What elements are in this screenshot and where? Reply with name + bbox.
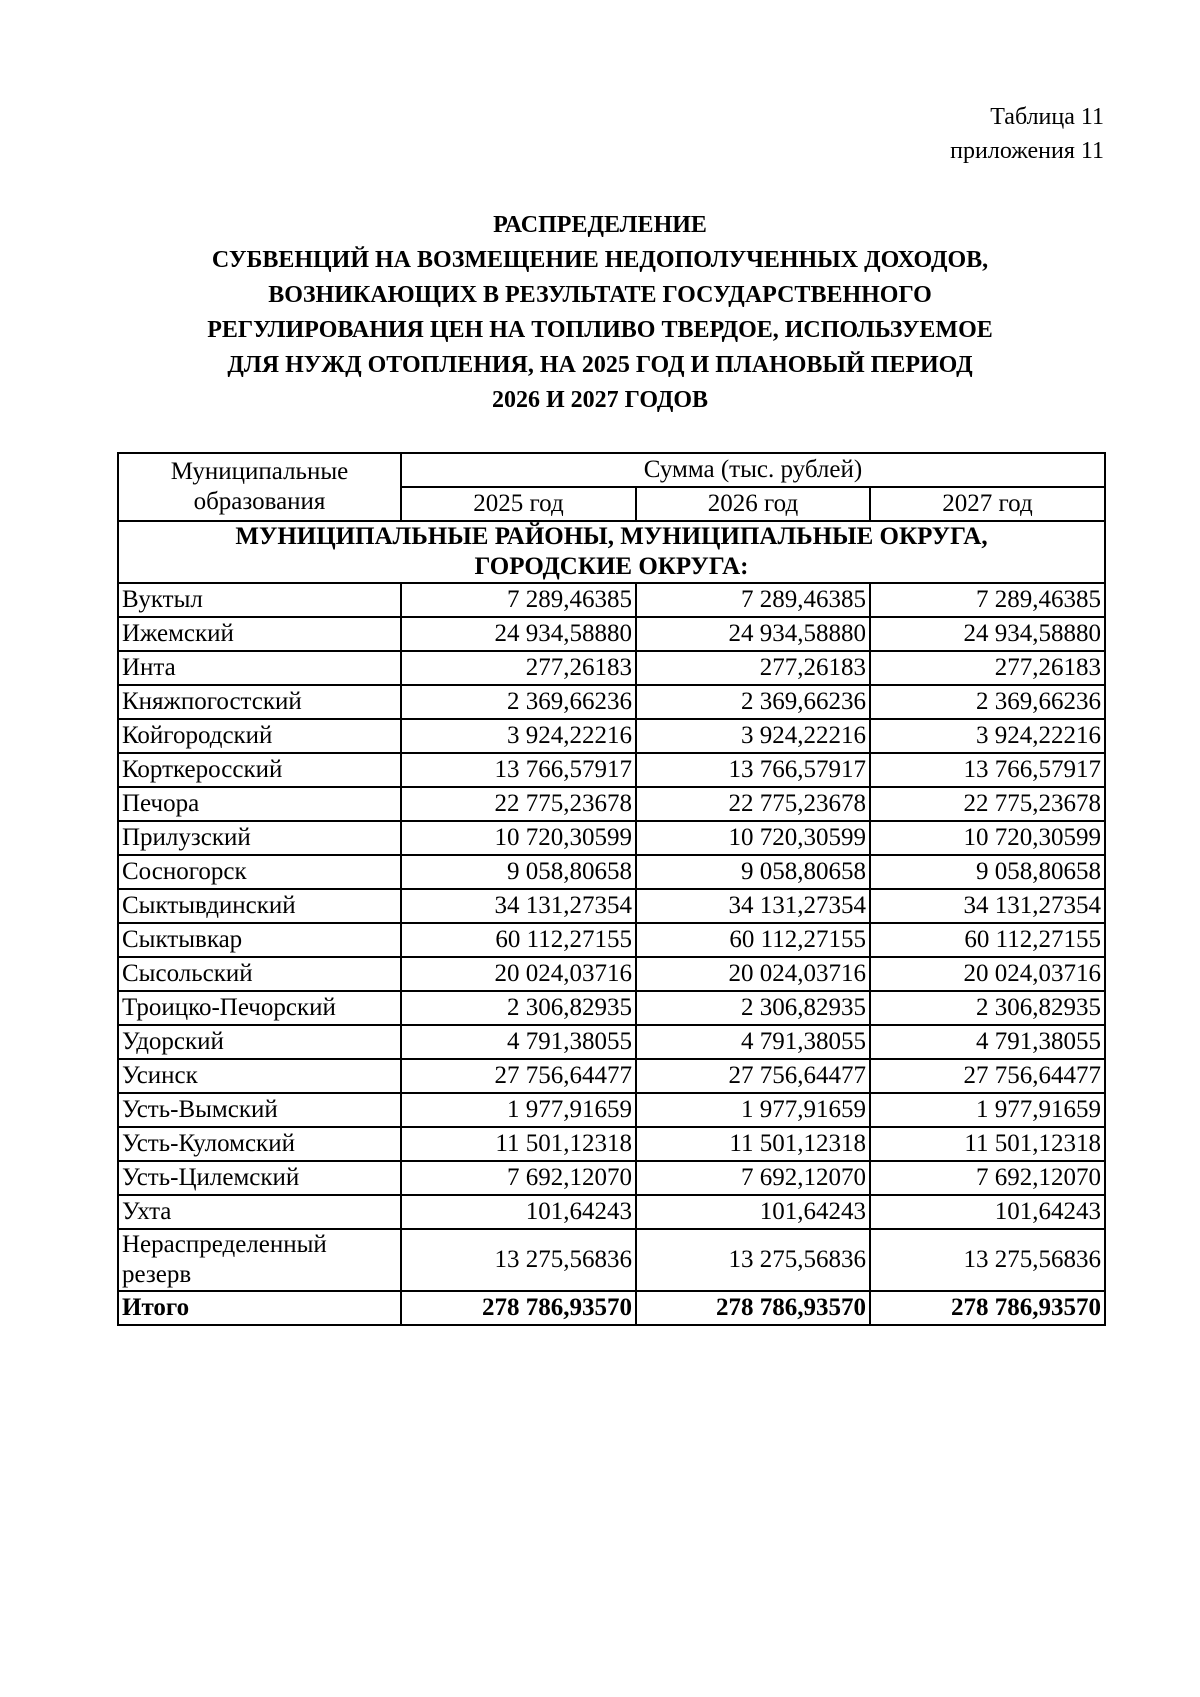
amount-2026: 277,26183 (636, 651, 870, 685)
total-amount-2026: 278 786,93570 (636, 1291, 870, 1325)
amount-2025: 101,64243 (401, 1195, 636, 1229)
table-row (118, 855, 1105, 889)
municipality-header-line: Муниципальные (170, 458, 349, 485)
table-row (118, 1093, 1105, 1127)
amount-2026: 34 131,27354 (636, 889, 870, 923)
municipality-name: Ижемский (118, 617, 401, 651)
amount-2027: 2 369,66236 (870, 685, 1105, 719)
table-row (118, 957, 1105, 991)
municipality-header-line: образования (193, 488, 326, 515)
title-line: 2026 И 2027 ГОДОВ (492, 387, 708, 413)
reserve-amount-2026: 13 275,56836 (636, 1229, 870, 1291)
municipality-name: Корткеросский (118, 753, 401, 787)
municipality-name: Троицко-Печорский (118, 991, 401, 1025)
amount-2027: 13 766,57917 (870, 753, 1105, 787)
table-row (118, 821, 1105, 855)
table-row (118, 1025, 1105, 1059)
document-title (100, 208, 1100, 418)
total-label: Итого (118, 1291, 401, 1325)
section-heading-line: МУНИЦИПАЛЬНЫЕ РАЙОНЫ, МУНИЦИПАЛЬНЫЕ ОКРУГА, (235, 523, 988, 550)
amount-2026: 11 501,12318 (636, 1127, 870, 1161)
amount-2025: 10 720,30599 (401, 821, 636, 855)
amount-2027: 7 289,46385 (870, 583, 1105, 617)
amount-2026: 3 924,22216 (636, 719, 870, 753)
appendix-label: приложения 11 (950, 138, 1104, 164)
table-row (118, 923, 1105, 957)
amount-2027: 20 024,03716 (870, 957, 1105, 991)
table-row (118, 991, 1105, 1025)
total-amount-2025: 278 786,93570 (401, 1291, 636, 1325)
year-header-2027: 2027 год (870, 487, 1105, 521)
amount-2027: 34 131,27354 (870, 889, 1105, 923)
amount-2026: 10 720,30599 (636, 821, 870, 855)
distribution-table (117, 452, 1106, 1326)
table-row (118, 719, 1105, 753)
table-row (118, 685, 1105, 719)
sum-column-header: Сумма (тыс. рублей) (401, 453, 1105, 487)
amount-2026: 9 058,80658 (636, 855, 870, 889)
amount-2025: 1 977,91659 (401, 1093, 636, 1127)
amount-2025: 7 692,12070 (401, 1161, 636, 1195)
amount-2027: 4 791,38055 (870, 1025, 1105, 1059)
municipality-name: Печора (118, 787, 401, 821)
amount-2026: 13 766,57917 (636, 753, 870, 787)
amount-2025: 60 112,27155 (401, 923, 636, 957)
table-row (118, 889, 1105, 923)
amount-2027: 11 501,12318 (870, 1127, 1105, 1161)
municipality-name: Усть-Цилемский (118, 1161, 401, 1195)
amount-2026: 27 756,64477 (636, 1059, 870, 1093)
title-line: ВОЗНИКАЮЩИХ В РЕЗУЛЬТАТЕ ГОСУДАРСТВЕННОГО (268, 282, 932, 308)
table-row (118, 651, 1105, 685)
amount-2027: 9 058,80658 (870, 855, 1105, 889)
amount-2026: 24 934,58880 (636, 617, 870, 651)
table-row (118, 1059, 1105, 1093)
amount-2027: 7 692,12070 (870, 1161, 1105, 1195)
amount-2027: 24 934,58880 (870, 617, 1105, 651)
table-number-label: Таблица 11 (990, 104, 1104, 130)
municipality-name: Вуктыл (118, 583, 401, 617)
amount-2026: 60 112,27155 (636, 923, 870, 957)
table-row (118, 583, 1105, 617)
year-header-2025: 2025 год (401, 487, 636, 521)
amount-2025: 11 501,12318 (401, 1127, 636, 1161)
municipality-column-header (118, 453, 401, 521)
table-row (118, 1127, 1105, 1161)
amount-2026: 20 024,03716 (636, 957, 870, 991)
amount-2027: 2 306,82935 (870, 991, 1105, 1025)
section-heading (118, 521, 1105, 583)
amount-2025: 3 924,22216 (401, 719, 636, 753)
amount-2026: 22 775,23678 (636, 787, 870, 821)
municipality-name: Усть-Вымский (118, 1093, 401, 1127)
reserve-amount-2025: 13 275,56836 (401, 1229, 636, 1291)
municipality-name: Ухта (118, 1195, 401, 1229)
title-line: СУБВЕНЦИЙ НА ВОЗМЕЩЕНИЕ НЕДОПОЛУЧЕННЫХ ДОХОДОВ, (211, 247, 989, 273)
amount-2027: 60 112,27155 (870, 923, 1105, 957)
title-line: ДЛЯ НУЖД ОТОПЛЕНИЯ, НА 2025 ГОД И ПЛАНОВЫЙ ПЕРИОД (227, 352, 973, 378)
amount-2027: 22 775,23678 (870, 787, 1105, 821)
amount-2025: 13 766,57917 (401, 753, 636, 787)
amount-2026: 4 791,38055 (636, 1025, 870, 1059)
table-row (118, 753, 1105, 787)
amount-2026: 7 692,12070 (636, 1161, 870, 1195)
amount-2025: 24 934,58880 (401, 617, 636, 651)
municipality-name: Койгородский (118, 719, 401, 753)
amount-2027: 1 977,91659 (870, 1093, 1105, 1127)
amount-2025: 4 791,38055 (401, 1025, 636, 1059)
amount-2025: 7 289,46385 (401, 583, 636, 617)
municipality-name: Сысольский (118, 957, 401, 991)
amount-2025: 277,26183 (401, 651, 636, 685)
amount-2026: 2 306,82935 (636, 991, 870, 1025)
amount-2027: 10 720,30599 (870, 821, 1105, 855)
section-row (118, 521, 1105, 583)
table-row (118, 1161, 1105, 1195)
municipality-name: Прилузский (118, 821, 401, 855)
amount-2026: 7 289,46385 (636, 583, 870, 617)
municipality-name: Сыктывдинский (118, 889, 401, 923)
amount-2026: 1 977,91659 (636, 1093, 870, 1127)
reserve-amount-2027: 13 275,56836 (870, 1229, 1105, 1291)
amount-2025: 34 131,27354 (401, 889, 636, 923)
amount-2025: 20 024,03716 (401, 957, 636, 991)
total-amount-2027: 278 786,93570 (870, 1291, 1105, 1325)
amount-2025: 9 058,80658 (401, 855, 636, 889)
municipality-name: Сосногорск (118, 855, 401, 889)
amount-2027: 27 756,64477 (870, 1059, 1105, 1093)
section-heading-line: ГОРОДСКИЕ ОКРУГА: (474, 553, 749, 580)
table-row (118, 617, 1105, 651)
amount-2025: 2 369,66236 (401, 685, 636, 719)
reserve-name-line: резерв (122, 1261, 192, 1288)
header-row (118, 453, 1105, 487)
municipality-name: Сыктывкар (118, 923, 401, 957)
amount-2025: 27 756,64477 (401, 1059, 636, 1093)
reserve-name-line: Нераспределенный (122, 1231, 327, 1258)
amount-2026: 101,64243 (636, 1195, 870, 1229)
table-row (118, 787, 1105, 821)
table-reference (950, 100, 1104, 168)
municipality-name: Удорский (118, 1025, 401, 1059)
table-row (118, 1195, 1105, 1229)
amount-2025: 22 775,23678 (401, 787, 636, 821)
municipality-name: Инта (118, 651, 401, 685)
reserve-name (118, 1229, 401, 1291)
total-row (118, 1291, 1105, 1325)
amount-2025: 2 306,82935 (401, 991, 636, 1025)
amount-2027: 101,64243 (870, 1195, 1105, 1229)
title-line: РЕГУЛИРОВАНИЯ ЦЕН НА ТОПЛИВО ТВЕРДОЕ, ИСПОЛЬЗУЕМОЕ (207, 317, 993, 343)
year-header-2026: 2026 год (636, 487, 870, 521)
amount-2027: 3 924,22216 (870, 719, 1105, 753)
title-line: РАСПРЕДЕЛЕНИЕ (493, 212, 707, 238)
amount-2027: 277,26183 (870, 651, 1105, 685)
municipality-name: Усинск (118, 1059, 401, 1093)
reserve-row (118, 1229, 1105, 1291)
amount-2026: 2 369,66236 (636, 685, 870, 719)
municipality-name: Княжпогостский (118, 685, 401, 719)
municipality-name: Усть-Куломский (118, 1127, 401, 1161)
